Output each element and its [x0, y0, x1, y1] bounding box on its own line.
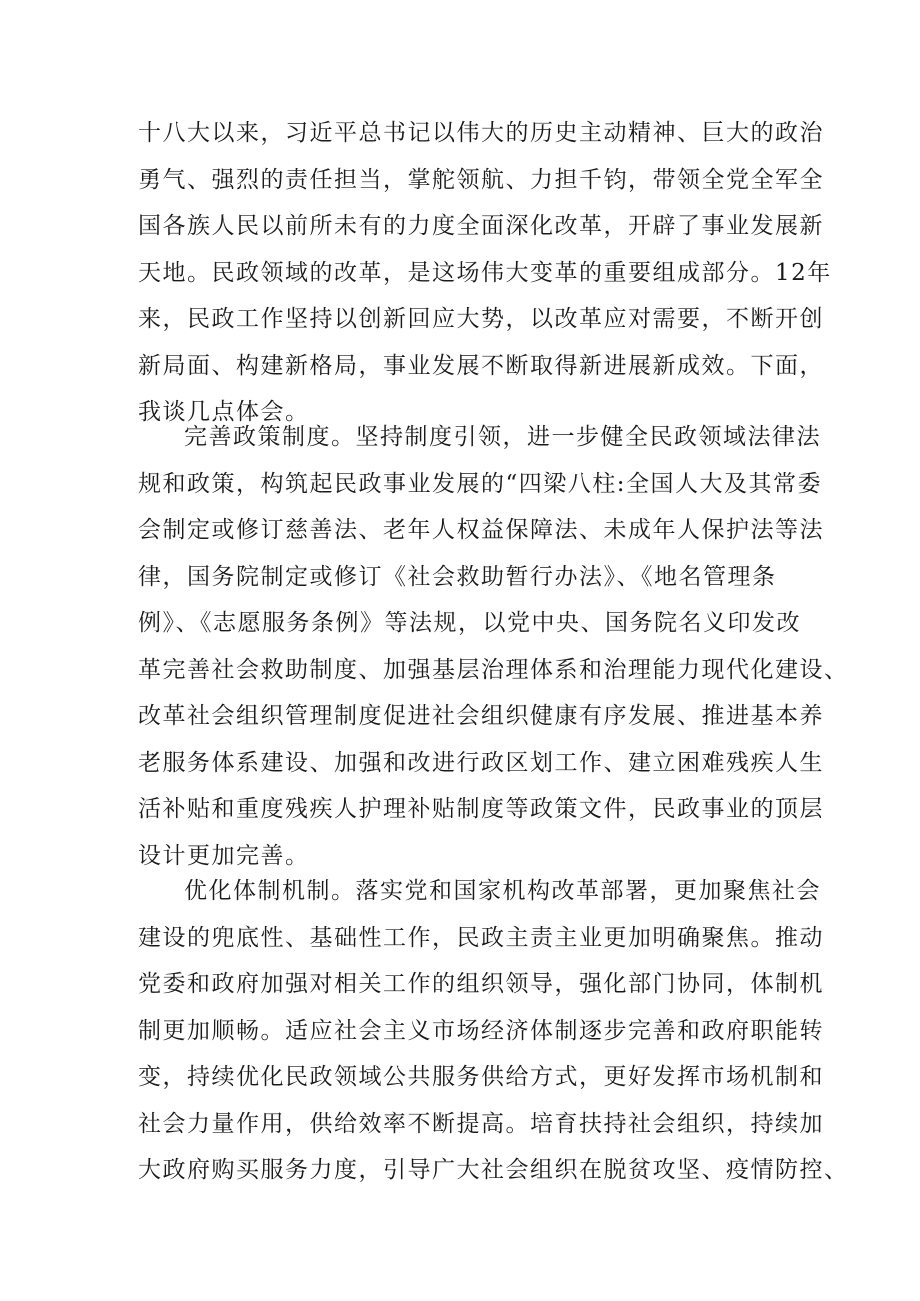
text-line: 国各族人民以前所未有的力度全面深化改革，开辟了事业发展新: [138, 213, 824, 239]
text-line: 来，民政工作坚持以创新回应大势，以改革应对需要，不断开创: [138, 306, 824, 332]
text-line: 变，持续优化民政领域公共服务供给方式，更好发挥市场机制和: [138, 1064, 824, 1090]
text-line: 改革社会组织管理制度促进社会组织健康有序发展、推进基本养: [138, 703, 824, 729]
text-line: 建设的兜底性、基础性工作，民政主责主业更加明确聚焦。推动: [138, 924, 824, 951]
text-line: 律，国务院制定或修订《社会救助暂行办法》、《地名管理条: [138, 563, 777, 590]
paragraph-mechanism: [138, 868, 849, 1194]
text-line: 我谈几点体会。: [138, 399, 310, 425]
text-line: 例》、《志愿服务条例》等法规，以党中央、国务院名义印发改: [138, 610, 801, 636]
paragraph-policy: [138, 414, 849, 879]
text-line: 天地。民政领域的改革，是这场伟大变革的重要组成部分。12年: [138, 259, 832, 286]
paragraph-intro: [138, 110, 832, 436]
text-line: 制更加顺畅。适应社会主义市场经济体制逐步完善和政府职能转: [138, 1017, 824, 1044]
text-line: 老服务体系建设、加强和改进行政区划工作、建立困难残疾人生: [138, 749, 824, 776]
text-line: 完善政策制度。坚持制度引领，进一步健全民政领域法律法: [184, 424, 821, 450]
text-line: 规和政策，构筑起民政事业发展的“四梁八柱:全国人大及其常委: [138, 470, 823, 497]
text-line: 革完善社会救助制度、加强基层治理体系和治理能力现代化建设、: [138, 656, 849, 683]
text-line: 党委和政府加强对相关工作的组织领导，强化部门协同，体制机: [138, 971, 824, 997]
text-line: 十八大以来，习近平总书记以伟大的历史主动精神、巨大的政治: [138, 120, 824, 146]
text-line: 社会力量作用，供给效率不断提高。培育扶持社会组织，持续加: [138, 1110, 824, 1137]
text-line: 设计更加完善。: [138, 842, 310, 869]
text-line: 新局面、构建新格局，事业发展不断取得新进展新成效。下面，: [138, 352, 824, 379]
text-line: 会制定或修订慈善法、老年人权益保障法、未成年人保护法等法: [138, 517, 824, 543]
text-line: 活补贴和重度残疾人护理补贴制度等政策文件，民政事业的顶层: [138, 796, 824, 822]
text-line: 优化体制机制。落实党和国家机构改革部署，更加聚焦社会: [184, 878, 821, 904]
text-line: 勇气、强烈的责任担当，掌舵领航、力担千钧，带领全党全军全: [138, 166, 824, 193]
text-line: 大政府购买服务力度，引导广大社会组织在脱贫攻坚、疫情防控、: [138, 1157, 849, 1183]
